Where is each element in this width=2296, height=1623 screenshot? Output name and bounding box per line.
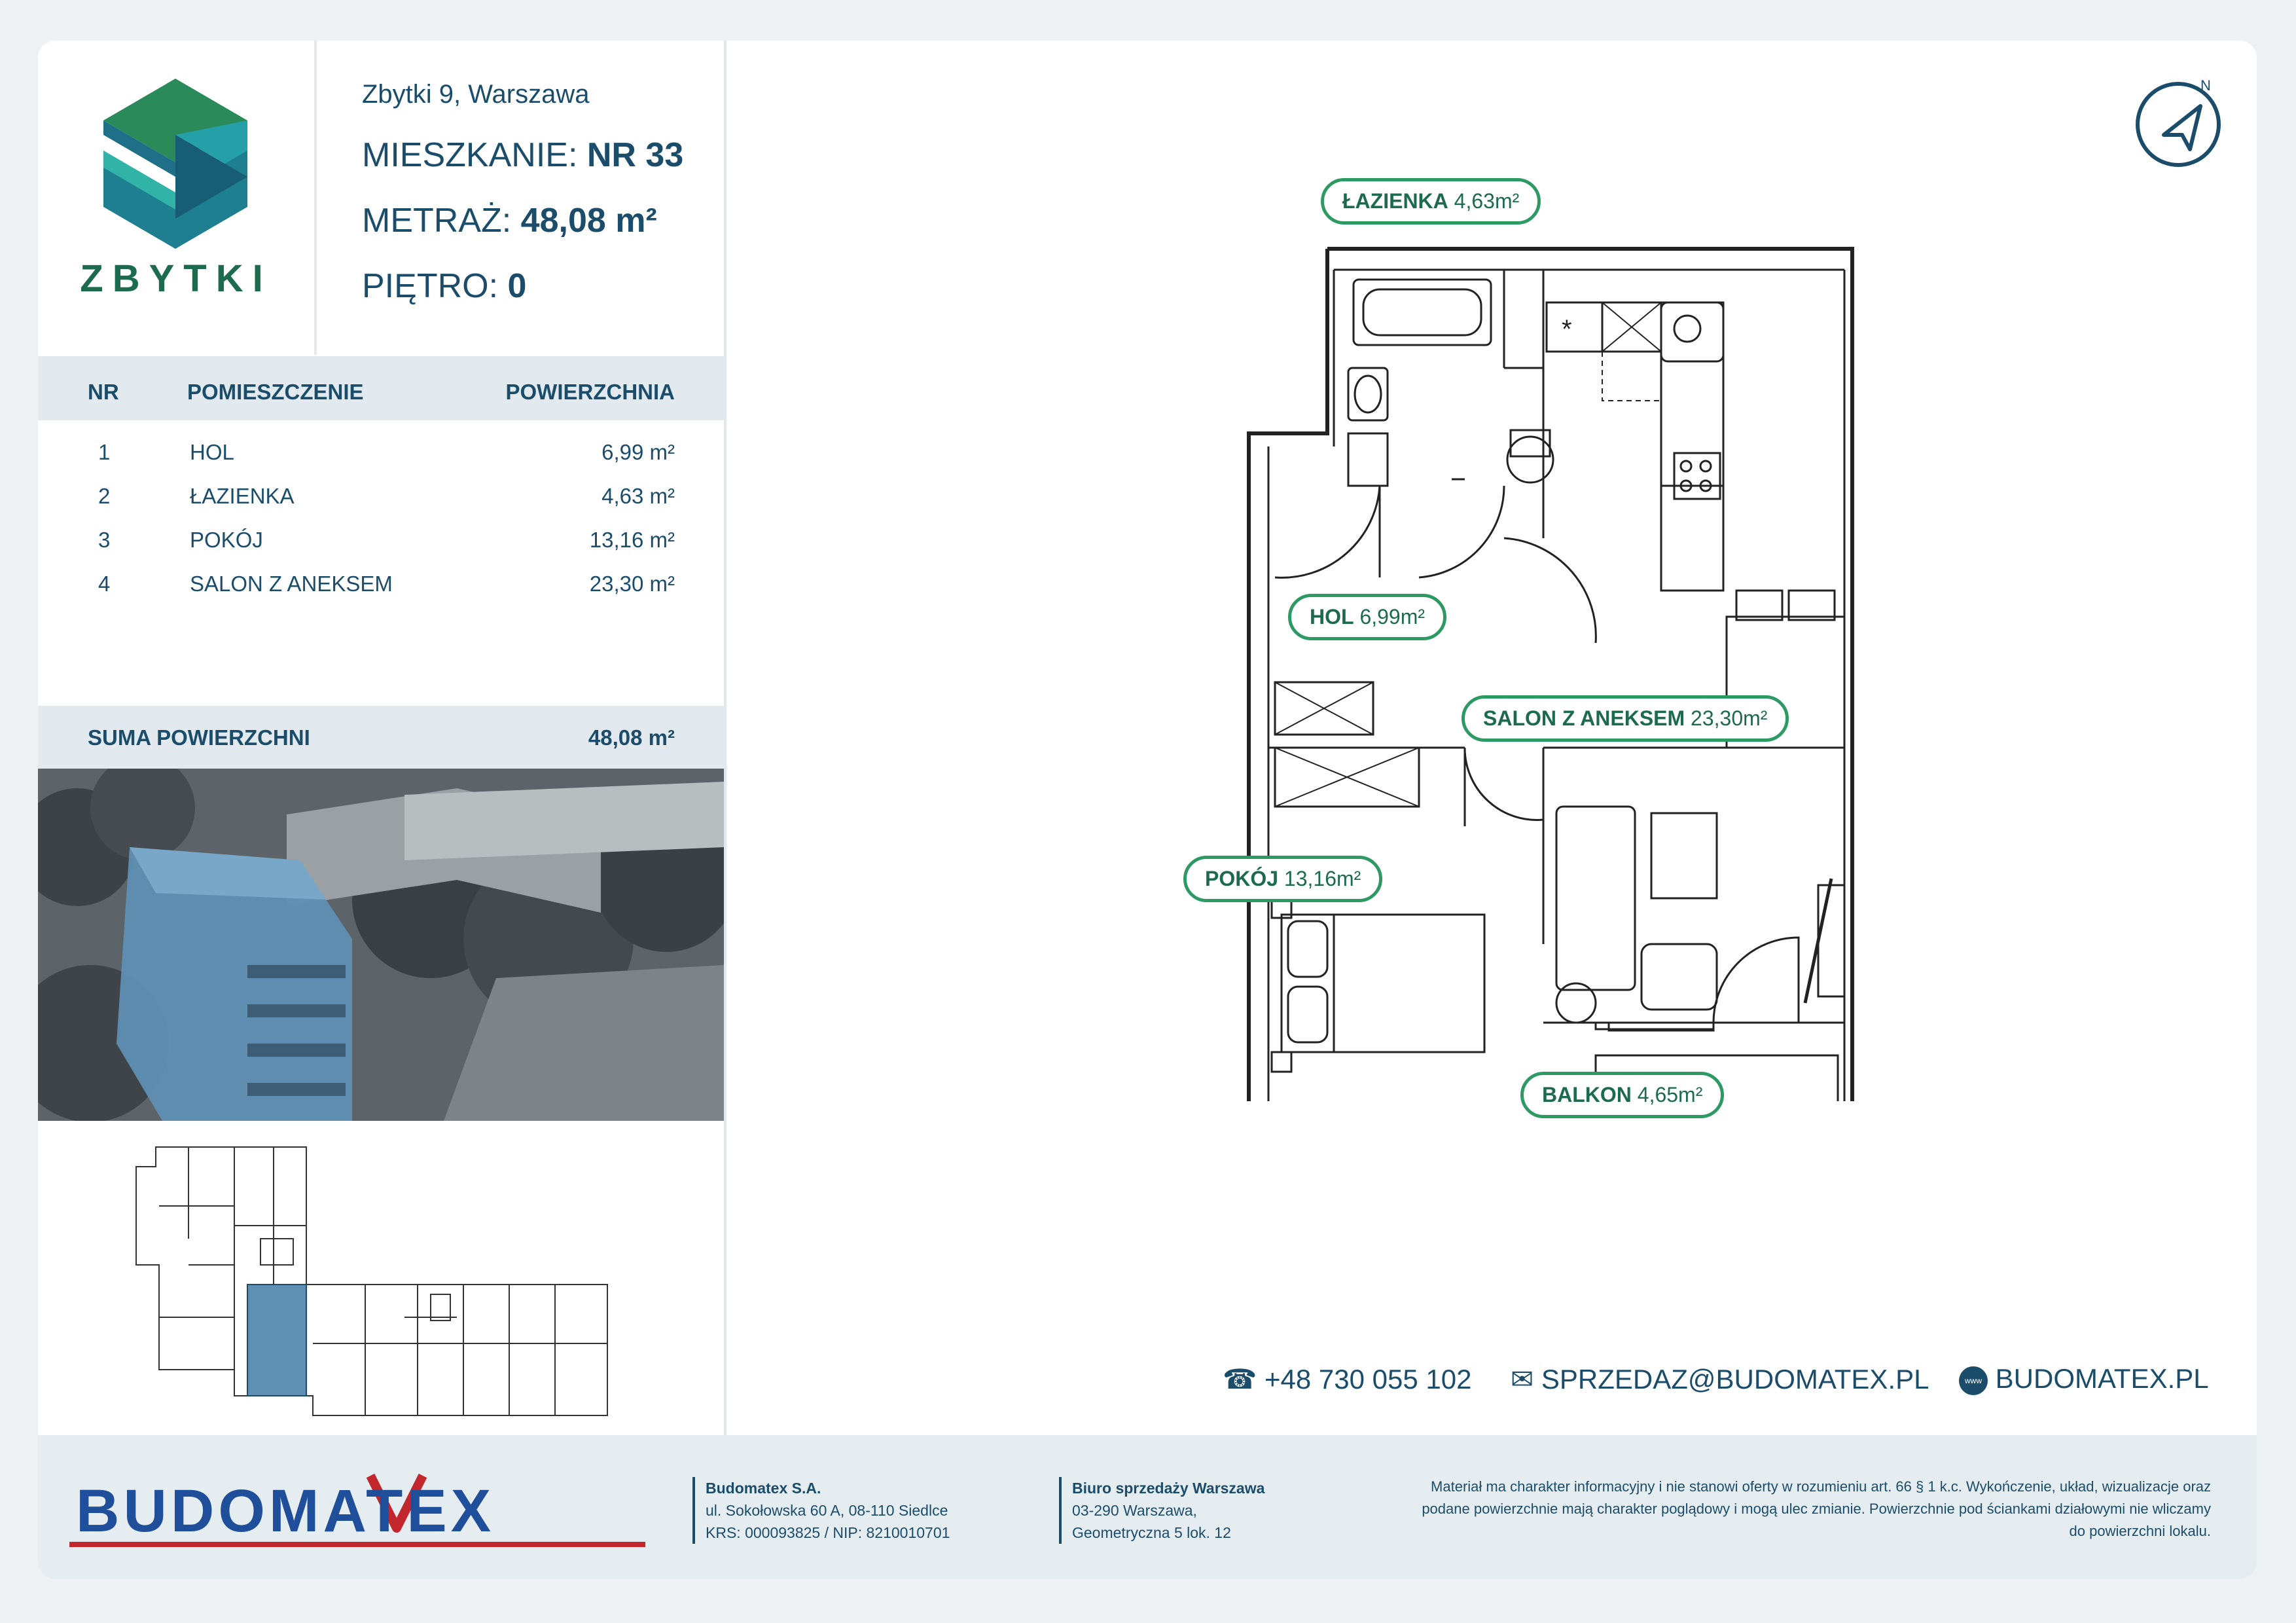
- header-nr: NR: [88, 380, 119, 404]
- apartment-info: [362, 80, 683, 332]
- compass-north-label: N: [2200, 77, 2211, 94]
- pokoj-area: 13,16m²: [1283, 867, 1361, 890]
- pokoj-name: POKÓJ: [1205, 867, 1279, 890]
- floor-label: PIĘTRO:: [362, 267, 499, 305]
- budomatex-wordmark: BUDOMATEX: [76, 1478, 495, 1544]
- area-label: METRAŻ:: [362, 202, 512, 240]
- area-sum: [38, 706, 724, 769]
- rooms-table-header: [38, 356, 724, 420]
- row-room: SALON Z ANEKSEM: [190, 572, 393, 596]
- logo-wordmark: ZBYTKI: [80, 257, 272, 300]
- lazienka-area: 4,63m²: [1454, 189, 1520, 213]
- area-value: 48,08 m²: [520, 202, 657, 240]
- floor-plan-drawing: [1138, 172, 1890, 1104]
- row-area: 6,99 m²: [601, 440, 675, 464]
- room-label-salon: [1462, 695, 1789, 742]
- row-area: 13,16 m²: [589, 528, 675, 552]
- apartment-floor: [362, 266, 683, 306]
- hol-name: HOL: [1310, 605, 1354, 629]
- room-label-lazienka: [1321, 178, 1541, 225]
- phone-icon: ☎: [1223, 1364, 1257, 1395]
- legal-disclaimer: Materiał ma charakter informacyjny i nie stanowi oferty w rozumieniu art. 66 § 1 k.c. Wykończenie, układ, wizualizacje oraz podane powierzchnie mają charakter poglądowy i mogą ulec zmianie. Powierzchnie pod ściankami działowymi nie wliczamy do powierzchni lokalu.: [1422, 1478, 2211, 1539]
- row-area: 4,63 m²: [601, 484, 675, 508]
- header-room: POMIESZCZENIE: [187, 380, 364, 404]
- row-room: POKÓJ: [190, 528, 263, 552]
- website-url: BUDOMATEX.PL: [1995, 1363, 2209, 1394]
- company-name: Budomatex S.A.: [706, 1480, 821, 1497]
- row-room: ŁAZIENKA: [190, 484, 295, 508]
- contact-email[interactable]: [1511, 1363, 1929, 1395]
- globe-icon: www: [1959, 1366, 1988, 1395]
- office-street: Geometryczna 5 lok. 12: [1072, 1524, 1231, 1541]
- rooms-table: [38, 433, 724, 609]
- footer: [38, 1435, 2257, 1579]
- address: Zbytki 9, Warszawa: [362, 80, 590, 109]
- salon-area: 23,30m²: [1691, 706, 1768, 730]
- room-label-hol: [1288, 594, 1446, 640]
- table-row: [38, 565, 724, 609]
- salon-name: SALON Z ANEKSEM: [1483, 706, 1685, 730]
- mail-icon: ✉: [1511, 1364, 1534, 1395]
- lazienka-name: ŁAZIENKA: [1342, 189, 1448, 213]
- sum-label: SUMA POWIERZCHNI: [88, 725, 310, 750]
- email-address: SPRZEDAZ@BUDOMATEX.PL: [1541, 1364, 1929, 1395]
- header-area: POWIERZCHNIA: [505, 380, 675, 404]
- room-label-balkon: [1520, 1072, 1724, 1118]
- office-city: 03-290 Warszawa,: [1072, 1502, 1197, 1519]
- company-info: [692, 1477, 950, 1544]
- row-nr: 3: [98, 528, 111, 552]
- sum-value: 48,08 m²: [588, 725, 675, 750]
- contact-phone[interactable]: [1223, 1363, 1471, 1395]
- apartment-area: [362, 201, 683, 240]
- row-room: HOL: [190, 440, 234, 464]
- apartment-label: MIESZKANIE:: [362, 136, 578, 174]
- contact-website[interactable]: [1959, 1363, 2209, 1395]
- budomatex-logo: [69, 1463, 658, 1558]
- balkon-name: BALKON: [1542, 1083, 1632, 1106]
- apartment-value: NR 33: [586, 136, 684, 174]
- company-ids: KRS: 000093825 / NIP: 8210010701: [706, 1524, 950, 1541]
- company-address: ul. Sokołowska 60 A, 08-110 Siedlce: [706, 1502, 948, 1519]
- floor-value: 0: [507, 267, 527, 305]
- table-row: [38, 477, 724, 521]
- row-area: 23,30 m²: [589, 572, 675, 596]
- table-row: [38, 433, 724, 477]
- zbytki-logo-icon: [90, 79, 260, 249]
- north-compass: [2132, 72, 2237, 173]
- building-key-plan: [38, 1121, 724, 1435]
- svg-text:*: *: [1562, 315, 1572, 344]
- row-nr: 4: [98, 572, 111, 596]
- sales-office-info: [1059, 1477, 1265, 1544]
- table-row: [38, 521, 724, 565]
- brand-logo: [38, 41, 317, 355]
- left-panel: [38, 41, 726, 1435]
- balkon-area: 4,65m²: [1637, 1083, 1703, 1106]
- phone-number: +48 730 055 102: [1265, 1364, 1472, 1395]
- hol-area: 6,99m²: [1359, 605, 1426, 629]
- compass-icon: [2132, 72, 2237, 170]
- row-nr: 1: [98, 440, 111, 464]
- office-name: Biuro sprzedaży Warszawa: [1072, 1480, 1265, 1497]
- room-label-pokoj: [1183, 856, 1382, 902]
- apartment-number: [362, 136, 683, 175]
- floor-plan-card: [38, 41, 2257, 1579]
- row-nr: 2: [98, 484, 111, 508]
- building-aerial-photo: [38, 769, 724, 1121]
